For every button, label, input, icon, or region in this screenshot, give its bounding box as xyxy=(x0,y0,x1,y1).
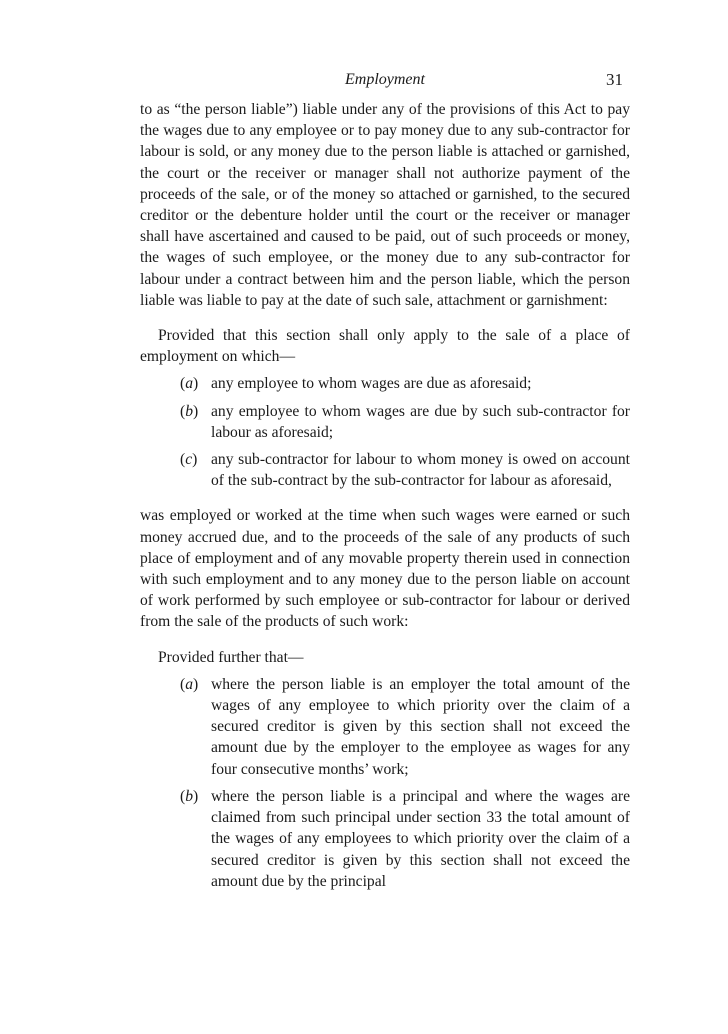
proviso-list xyxy=(140,373,630,491)
list-item xyxy=(140,401,630,443)
list-item xyxy=(140,373,630,394)
list-item-label: (a) xyxy=(180,675,199,693)
list-item xyxy=(140,786,630,892)
body-text xyxy=(140,99,630,892)
list-item-text: where the person liable is a principal and where the wages are claimed from such principal under section 33 the total amount of the wages of any employees to which priority over the claim of a secured creditor is given by this section shall not exceed the amount due by the principal xyxy=(211,787,630,890)
list-item-text: any sub-contractor for labour to whom money is owed on account of the sub-contract by the sub-contractor for labour as aforesaid, xyxy=(211,451,630,490)
page-number: 31 xyxy=(606,70,623,89)
proviso-further-list xyxy=(140,674,630,892)
list-item-text: any employee to whom wages are due as aforesaid; xyxy=(211,375,532,393)
list-item-text: where the person liable is an employer the total amount of the wages of any employee to which priority over the claim of a secured creditor is given by this section shall not exceed the amount due by the employer to the employee as wages for any four consecutive months’ work; xyxy=(211,675,630,778)
list-item xyxy=(140,674,630,780)
proviso-paragraph: Provided that this section shall only apply to the sale of a place of employment on which— xyxy=(140,327,630,366)
list-item xyxy=(140,449,630,491)
list-item-text: any employee to whom wages are due by such sub-contractor for labour as aforesaid; xyxy=(211,402,630,441)
running-header-title: Employment xyxy=(345,71,425,88)
list-item-label: (c) xyxy=(180,451,198,469)
list-item-label: (b) xyxy=(180,787,199,805)
list-item-label: (b) xyxy=(180,402,199,420)
paragraph-continuation: was employed or worked at the time when such wages were earned or such money accrued due, and to the proceeds of the sale of any products of such place of employment and of any movable property therein used in connection with such employment and to any money due to the person liable on account of work performed by such employee or sub-contractor for labour or derived from the sale of the products of such work: xyxy=(140,507,630,631)
proviso-further-paragraph: Provided further that— xyxy=(158,648,304,666)
paragraph-main: to as “the person liable”) liable under any of the provisions of this Act to pay the wages due to any employee or to pay money due to any sub-contractor for labour is sold, or any money due to the person liable is attached or garnished, the court or the receiver or manager shall not authorize payment of the proceeds of the sale, or of the money so attached or garnished, to the secured creditor or the debenture holder until the court or the receiver or manager shall have ascertained and caused to be paid, out of such proceeds or money, the wages of such employee, or the money due to any sub-contractor for labour under a contract between him and the person liable, which the person liable was liable to pay at the date of such sale, attachment or garnishment: xyxy=(140,101,630,309)
list-item-label: (a) xyxy=(180,375,199,393)
